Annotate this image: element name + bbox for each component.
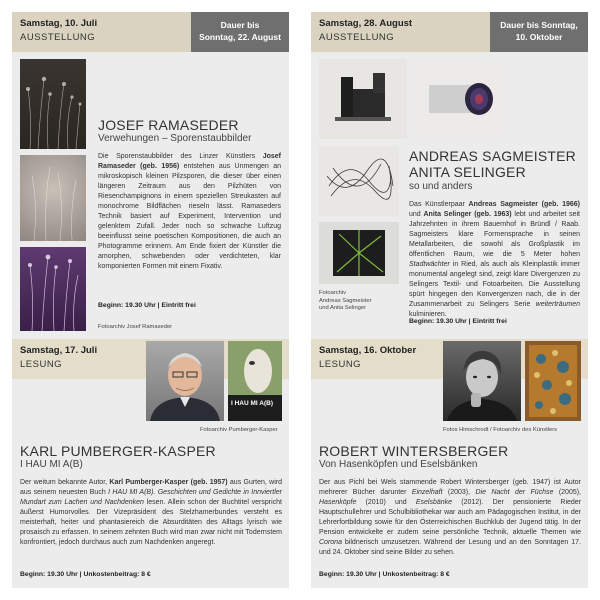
artist-name-1: ANDREAS SAGMEISTER [409,148,576,164]
event-type: AUSSTELLUNG [319,32,395,43]
description-run: Das Künstlerpaar [409,201,469,208]
duration-line-1: Dauer bis [220,20,260,30]
duration-line-2: 10. Oktober [515,32,563,42]
description-run: (2005), [553,489,582,496]
event-card-ramaseder [12,12,289,339]
description-run: Andreas Sagmeister (geb. 1966) [468,201,580,208]
description-run: Der aus Pichl bei Wels stammende Robert Wintersberger (geb. 1947) ist Autor mehrerer Bücher darunter [319,479,581,496]
event-description [409,200,580,320]
event-date: Samstag, 17. Juli [20,345,98,356]
book-cover-title: I HAU MI A(B) [231,400,274,407]
duration-badge [191,12,289,52]
event-subtitle: Von Hasenköpfen und Eselsbänken [319,459,478,470]
description-run: I HAU MI A(B). Geschichten und Gedichte in Innviertler Mundart zum Lachen und Nachdenken [20,489,282,506]
event-footer: Beginn: 19.30 Uhr | Eintritt frei [409,318,507,325]
description-run: kulminieren. [409,311,447,318]
description-run: Anita Selinger (geb. 1963) [423,211,512,218]
spore-image-1 [20,59,86,149]
description-run: lesen. Allein schon der Buchtitel verspricht äußerst Humorvolles. Der Vizepräsident des Stelzhamerbundes versteht es meisterhaft, heiter und phantasiereich die Absurditäten des Alltags lyrisch wie prosaisch zu erfassen. In seinem zehnten Buch wird man zwar nicht mit Todernstem konfrontiert, jedoch durchaus auch zum Nachdenken angeregt. [20,499,282,546]
description-run: weiterträumen [535,301,580,308]
event-description [20,478,282,548]
description-run: bildnerisch umzusetzen. Während der Lesung und an den Sonntagen 17. und 24. Oktober sind seine Bilder zu sehen. [319,539,581,556]
event-header [311,12,588,52]
wire-art-image [319,146,399,216]
description-run: Die Nacht der Füchse [475,489,554,496]
artist-name: JOSEF RAMASEDER [98,117,239,133]
author-name: KARL PUMBERGER-KASPER [20,443,216,459]
author-name: ROBERT WINTERSBERGER [319,443,509,459]
event-footer: Beginn: 19.30 Uhr | Eintritt frei [98,302,196,309]
photo-credit: Fotoarchiv Josef Ramaseder [98,324,173,330]
description-run: aus Gurten, wird aus seinem neuesten Buch [20,479,283,496]
event-description [98,152,281,272]
textile-art-image [319,222,399,284]
description-run: (2012). Der pensionierte Rieder Hauptschullehrer und Schulbibliothekar war auch am Pädagogischen Institut, in der Lehrerfortbildung sowie für den Österreichischen Buchklub der Jugend tätig. In der Pension entwickelte er zudem seine persönliche Technik, aktuelle Themen wie [319,499,582,536]
event-subtitle: so und anders [409,181,473,192]
event-card-wintersberger [311,339,588,588]
description-run: Eselsbänke [415,499,453,506]
description-run: Hasenköpfe [319,499,357,506]
photo-credit-line-1: Fotoarchiv [319,290,347,296]
description-run: Einzelhaft [411,489,443,496]
description-run: in Ried, als auch als Kleinplastik immer monumental angelegt sind, zeigt klare Divergenzen zu Selingers Textil- und Fotoarbeiten. Die Ausstellung spürt hingegen den Konvergenzen nach, die in der Zusammenarbeit zu Selingers Serie [409,261,580,308]
description-run: lebt und arbeitet seit Jahrzehnten in ihrem Bauernhof in Bründl / Raab. Sagmeisters klare Formensprache in seinen Metallarbeiten, die sowohl als Großplastik im öffentlichen Raum, wie die 5 Meter hohen [409,211,580,258]
event-description [319,478,581,558]
artist-name-2: ANITA SELINGER [409,164,526,180]
spore-image-3 [20,247,86,331]
event-footer: Beginn: 19.30 Uhr | Unkostenbeitrag: 8 € [20,571,151,578]
photo-credit-line-3: und Anita Selinger [319,305,367,311]
photo-credit [319,290,372,313]
description-run: Der weitum bekannte Autor, [20,479,110,486]
author-portrait [146,341,224,421]
duration-line-2: Sonntag, 22. August [199,32,281,42]
event-subtitle: Verwehungen – Sporenstaubbilder [98,133,252,144]
photo-credit: Fotoarchiv Pumberger-Kasper [200,427,278,433]
description-run: (2010) und [356,499,416,506]
event-date: Samstag, 10. Juli [20,18,98,29]
event-footer: Beginn: 19.30 Uhr | Unkostenbeitrag: 8 € [319,571,450,578]
event-type: LESUNG [20,359,63,370]
photo-credit-line-2: Andreas Sagmeister [319,297,372,304]
event-subtitle: I HAU MI A(B) [20,459,83,470]
description-run: (2003), [442,489,476,496]
sculpture-image [319,59,407,139]
event-date: Samstag, 16. Oktober [319,345,417,356]
event-type: LESUNG [319,359,362,370]
duration-badge [490,12,588,52]
book-cover [228,341,282,421]
description-run: Stadtwächter [409,261,450,268]
description-run: Corona [319,539,342,546]
description-run: Josef Ramaseder (geb. 1956) [98,153,281,170]
event-header [12,12,289,52]
photo-credit: Fotos Himschrodt / Fotoarchiv des Künstlers [443,427,558,433]
event-date: Samstag, 28. August [319,18,413,29]
tube-photo [417,59,505,139]
artwork-image [525,341,581,421]
event-card-sagmeister-selinger [311,12,588,339]
description-run: Die Sporenstaubbilder des Linzer Künstlers [98,153,263,160]
description-run: Karl Pumberger-Kasper (geb. 1957) [109,479,228,486]
duration-line-1: Dauer bis Sonntag, [500,20,578,30]
spore-image-2 [20,155,86,241]
description-run: entstehen aus Unmengen an mikroskopisch kleinen Pilzsporen, die dieser über einen längeren Zeitraum aus den Pilzhüten von Riesenchampignons in einem speziellen Streukasten auf monochrome Bildflächen rieseln lässt. Ramaseders Technik basiert auf Experiment, Intervention und gelenktem Zufall. Jeder noch so schwache Luftzug beeinflusst seine poetischen Kompositionen, die auch an Photogramme erinnern. Am Ende fixiert der Künstler die amorphen, schwebenden oder verdichteten, klar komponierten Formen mit einem Fixativ. [98,163,281,270]
description-run: und [409,211,424,218]
event-card-pumberger-kasper [12,339,289,588]
author-portrait [443,341,521,421]
event-type: AUSSTELLUNG [20,32,96,43]
